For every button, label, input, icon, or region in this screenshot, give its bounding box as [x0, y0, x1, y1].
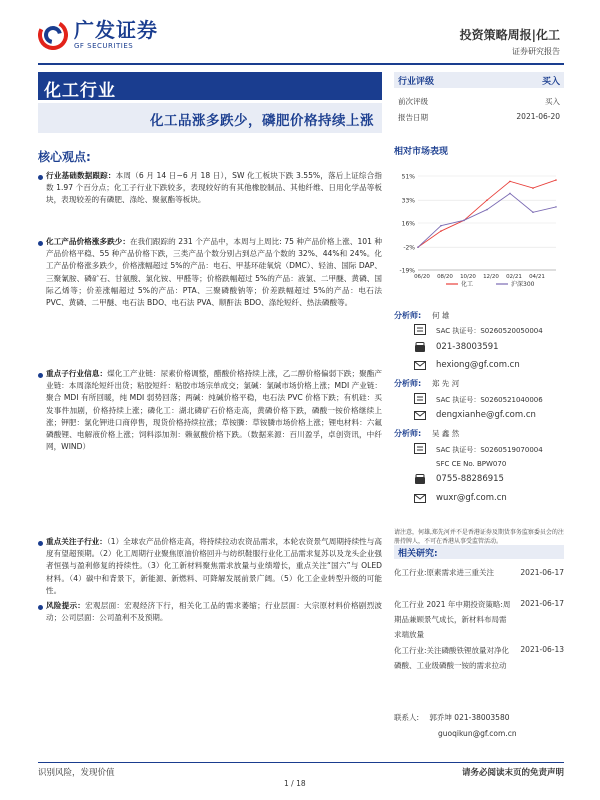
report-date-label: 报告日期: [398, 113, 428, 122]
analyst-name-1: 何 雄: [432, 311, 450, 320]
certificate-icon: [414, 393, 426, 404]
previous-rating-value: 买入: [545, 97, 560, 106]
analyst-disclaimer: 请注意，何雄,郑先河并不是香港证券及期货事务监察委员会的注册持牌人，不可在香港从事受监管活动。: [394, 529, 564, 545]
data-point: [463, 220, 465, 222]
footer-disclaimer-note: 请务必阅读末页的免责声明: [461, 768, 564, 778]
legend-label: 沪深300: [511, 281, 535, 288]
previous-rating-label: 前次评级: [398, 97, 428, 106]
core-paragraph-1: [46, 170, 382, 207]
analyst-sac-2: SAC 执证号：S0260521040006: [436, 396, 543, 404]
headline-banner: [38, 103, 382, 133]
y-tick-label: -19%: [399, 267, 415, 275]
analyst-email-1: hexiong@gf.com.cn: [436, 360, 520, 370]
paragraph-lead: 行业基础数据跟踪：: [46, 171, 116, 180]
analyst-name-3: 吴 鑫 然: [432, 429, 460, 438]
x-tick-label: 04/21: [529, 274, 545, 280]
market-performance-chart: [394, 162, 564, 292]
report-date-value: 2021-06-20: [516, 112, 560, 121]
footer-divider: [38, 762, 564, 763]
related-item-date: 2021-06-17: [520, 568, 564, 577]
x-tick-label: 06/20: [414, 274, 430, 280]
logo-english-name: GF SECURITIES: [74, 42, 134, 50]
page-number: 1 / 18: [284, 779, 306, 788]
paragraph-body: （1）全球农产品价格走高，将持续拉动农资品需求，本轮农资景气周期持续性与高度有望超预期。（2）化工周期行业聚焦原油价格回升与纺织鞋服行业化工品需求复苏以及龙头企业强者恒强与盈利修复的持续性。（3）化工新材料聚焦需求放量与业绩增长，重点关注“国六”与 OLED 材料。（4）碳中和背景下，新能源、新燃料、可降解发展前景广阔。（5）化工企业转型升级的可能性。: [46, 537, 382, 595]
legend-label: 化工: [461, 281, 474, 288]
bullet-dot: [38, 373, 43, 378]
certificate-icon: [414, 443, 426, 454]
related-item[interactable]: [394, 566, 564, 579]
analyst-sfc-3: SFC CE No. BPW070: [436, 460, 507, 468]
analyst-label-3: 分析师:: [394, 429, 422, 438]
chart-svg: [394, 162, 564, 292]
certificate-icon: [414, 324, 426, 335]
core-paragraph-5: [46, 600, 382, 624]
gf-logo-icon: [38, 20, 68, 50]
analyst-phone-3: 0755-88286915: [436, 474, 504, 484]
core-views-title: 核心观点:: [38, 150, 91, 164]
data-point: [486, 199, 488, 201]
data-point: [555, 179, 557, 181]
related-research-header: [394, 545, 564, 559]
analyst-sac-1: SAC 执证号：S0260520050004: [436, 327, 543, 335]
industry-banner: [38, 72, 382, 100]
core-paragraph-2: [46, 236, 382, 309]
x-tick-label: 12/20: [483, 274, 499, 280]
series-line-csi300: [418, 193, 556, 247]
data-point: [555, 206, 557, 208]
analyst-email-3: wuxr@gf.com.cn: [436, 493, 507, 503]
paragraph-body: 煤化工产业链：尿素价格调整，醋酸价格持续上涨，乙二醇价格偏弱下跌；聚酯产业链：本周涤纶短纤出货；粘胶短纤：粘胶市场宗单成交；氯碱：氯碱市场价格上涨；MDI 产业链：聚合 MDI 有所回暖，纯 MDI 弱势回落；两碱：纯碱价格平稳，电石法 PVC 价格下跌；有机硅：买发事件加剧，价格持续上涨；磷化工：湖北磷矿石价格走高，黄磷价格下跌，磷酸一铵价格继续上涨；钾肥：氯化钾进口商停售，现货价格持续拉涨；草铵膦：草铵膦市场价格上涨；锂电材料：六氟磷酸锂、电解液价格上涨；饲料添加剂：赖氨酸价格下跌。（数据来源：百川盈孚，卓创资讯，中纤网，WIND）: [46, 369, 383, 452]
data-point: [486, 209, 488, 211]
related-item-date: 2021-06-17: [520, 599, 564, 608]
report-type: 投资策略周报|化工: [459, 28, 560, 42]
related-item-title: 化工行业 2021 年中期投资策略:周期品兼顾景气成长，新材料布局需求端放量: [394, 600, 511, 639]
analyst-label-1: 分析师:: [394, 311, 422, 320]
core-paragraph-3: [46, 368, 382, 453]
core-paragraph-4: [46, 536, 382, 597]
data-point: [532, 187, 534, 189]
paragraph-lead: 重点子行业信息：: [46, 369, 108, 378]
market-performance-title: 相对市场表现: [394, 147, 449, 157]
bullet-dot: [38, 175, 43, 180]
page-header: [0, 0, 600, 62]
paragraph-lead: 风险提示：: [46, 601, 86, 610]
related-research-title: 相关研究:: [398, 549, 438, 559]
y-tick-label: -2%: [403, 244, 415, 252]
contact-label: 联系人:: [394, 713, 420, 722]
data-point: [440, 230, 442, 232]
rating-value: 买入: [541, 77, 560, 87]
logo-chinese-name: 广发证券: [74, 18, 158, 42]
data-point: [509, 181, 511, 183]
contact-block: [394, 710, 564, 742]
header-divider: [38, 63, 564, 65]
rating-header: [394, 72, 564, 88]
data-point: [532, 211, 534, 213]
logo: [38, 20, 158, 50]
footer-slogan: 识别风险，发现价值: [38, 768, 115, 778]
y-tick-label: 16%: [401, 220, 415, 228]
email-icon: [414, 410, 426, 421]
analyst-name-2: 郑 先 河: [432, 379, 460, 388]
paragraph-body: 宏观层面：宏观经济下行，相关化工品的需求萎缩；行业层面：大宗原材料价格剧烈波动；公司层面：公司盈利不及预期。: [46, 601, 383, 623]
analyst-label-2: 分析师:: [394, 379, 422, 388]
data-point: [509, 193, 511, 195]
x-tick-label: 08/20: [437, 274, 453, 280]
bullet-dot: [38, 541, 43, 546]
contact-name-phone: 郭乔坤 021-38003580: [429, 713, 510, 722]
x-tick-label: 02/21: [506, 274, 522, 280]
report-headline: 化工品涨多跌少，磷肥价格持续上涨: [150, 113, 374, 129]
paragraph-body: 本周（6 月 14 日~6 月 18 日），SW 化工板块下跌 3.55%，落后上证综合指数 1.97 个百分点；化工子行业下跌较多，表现较好的有其他橡胶制品、其他纤维、日用化学品等板块，表现较差的有磷肥、涤纶、聚氨酯等板块。: [46, 171, 383, 205]
report-subtype: 证券研究报告: [512, 47, 560, 56]
phone-icon: [414, 474, 426, 485]
analyst-phone-1: 021-38003591: [436, 342, 499, 352]
analyst-sac-3: SAC 执证号：S0260519070004: [436, 446, 543, 454]
bullet-dot: [38, 605, 43, 610]
email-icon: [414, 360, 426, 371]
contact-email: guoqikun@gf.com.cn: [438, 729, 517, 738]
analyst-email-2: dengxianhe@gf.com.cn: [436, 410, 536, 420]
bullet-dot: [38, 241, 43, 246]
related-item-title: 化工行业:关注磷酸铁锂放量对净化磷酸、工业级磷酸一铵的需求拉动: [394, 646, 510, 670]
series-line-chemical: [418, 180, 556, 247]
related-item-date: 2021-06-13: [520, 645, 564, 654]
x-tick-label: 10/20: [460, 274, 476, 280]
data-point: [417, 246, 419, 248]
data-point: [440, 225, 442, 227]
paragraph-body: 在我们跟踪的 231 个产品中，本周与上周比: 75 种产品价格上涨、101 种产品价格平稳、55 种产品价格下跌，三类产品个数分别占到总产品个数的 32%、44%和 24%。化工产品价格涨多跌少，价格涨幅超过 5%的产品：电石、甲基环硅氧烷（DMC）、轻油、国际 DAP、三聚氰胺、磷矿石、甘氨酸、氯化铵、甲醛等；价格跌幅超过 5%的产品：液氯、二甲醚、黄磷、国际乙烯等；价差涨幅超过 5%的产品：PTA、三聚磷酸钠等；价差跌幅超过 5%的产品：电石法 PVC、黄磷、二甲醚、电石法 BDO、电石法 PVA、顺酐法 BDO、涤纶短纤、热法磷酸等。: [46, 237, 382, 308]
related-item[interactable]: [394, 597, 564, 642]
email-icon: [414, 493, 426, 504]
related-item[interactable]: [394, 643, 564, 673]
related-item-title: 化工行业:原素需求进三重关注: [394, 568, 495, 577]
y-tick-label: 51%: [401, 173, 415, 181]
paragraph-lead: 化工产品价格涨多跌少：: [46, 237, 130, 246]
paragraph-lead: 重点关注子行业：: [46, 537, 107, 546]
y-tick-label: 33%: [401, 197, 415, 205]
industry-name: 化工行业: [44, 81, 116, 101]
rating-label: 行业评级: [398, 77, 435, 87]
phone-icon: [414, 342, 426, 353]
